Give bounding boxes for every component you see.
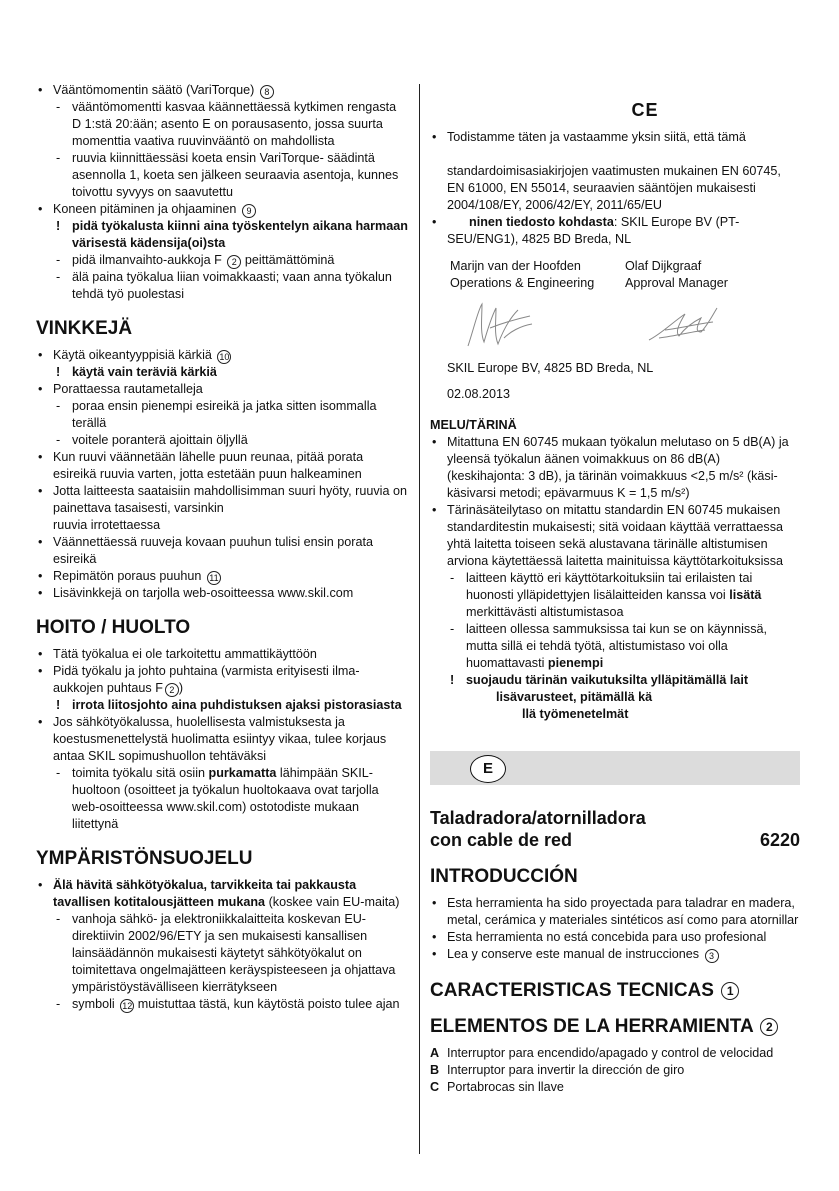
list-subitem: - poraa ensin pienempi esireikä ja jatka sitten isommalla terällä — [36, 398, 408, 432]
list-item: • Käytä oikeantyyppisiä kärkiä 10 — [36, 347, 408, 364]
list-subitem: - pidä ilmanvaihto-aukkoja F 2 peittämättöminä — [36, 252, 408, 269]
list-subitem: - toimita työkalu sitä osiin purkamatta lähimpään SKIL-huoltoon (osoitteet ja työkalun huoltokaava ovat tarjolla web-osoitteessa www.skil.com) ostotodiste mukaan liitettynä — [36, 765, 408, 833]
product-title: Taladradora/atornilladora con cable de red 6220 — [430, 808, 800, 850]
section-title: VINKKEJÄ — [36, 318, 133, 339]
warning-item: ! käytä vain teräviä kärkiä — [36, 364, 408, 381]
section-title: HOITO / HUOLTO — [36, 617, 191, 638]
figure-ref-icon: 2 — [165, 683, 179, 697]
figure-ref-icon: 3 — [705, 949, 719, 963]
list-item: • Pidä työkalu ja johto puhtaina (varmista erityisesti ilma-aukkojen puhtaus F 2 ) — [36, 663, 408, 697]
right-column — [430, 82, 800, 1096]
list-item: • ninen tiedosto kohdasta: SKIL Europe BV (PT-SEU/ENG1), 4825 BD Breda, NL — [430, 214, 800, 248]
list-item: • Älä hävitä sähkötyökalua, tarvikkeita tai pakkausta tavallisen kotitalousjätteen mukana (koskee vain EU-maita) — [36, 877, 408, 911]
signatory-name: Olaf Dijkgraaf — [625, 259, 702, 273]
column-divider — [419, 84, 420, 1154]
list-item: • Repimätön poraus puuhun 11 — [36, 568, 408, 585]
company-address: SKIL Europe BV, 4825 BD Breda, NL — [447, 361, 654, 375]
section-title: MELU/TÄRINÄ — [430, 418, 517, 432]
section-title: CARACTERISTICAS TECNICAS 1 — [430, 979, 800, 1003]
list-item: • Tätä työkalua ei ole tarkoitettu ammattikäyttöön — [36, 646, 408, 663]
list-item: • Jotta laitteesta saataisiin mahdollisimman suuri hyöty, ruuvia on painettava tasaisesti, varsinkin — [36, 483, 408, 517]
warning-item: ! pidä työkalusta kiinni aina työskentelyn aikana harmaan värisestä kädensija(oi)sta — [36, 218, 408, 252]
list-item: • Jos sähkötyökalussa, huolellisesta valmistuksesta ja koestusmenettelystä huolimatta esiintyy vikaa, tulee korjaus antaa SKIL sopimushuollon tehtäväksi — [36, 714, 408, 765]
list-subitem: - ruuvia kiinnittäessäsi koeta ensin VariTorque- säädintä asennolla 1, koeta sen jälkeen seuraavia asentoja, kunnes toivottu syvyys on saavutettu — [36, 150, 408, 201]
list-subitem: - vanhoja sähkö- ja elektroniikkalaitteita koskevan EU-direktiivin 2002/96/ETY ja sen mukaisesti kansallisen lainsäädännön mukaisesti käytetyt sähkötyökalut on toimitettava ongelmajätteen keräyspisteeseen ja ohjattava ympäristöystävälliseen kierrätykseen — [36, 911, 408, 996]
list-item: • Tärinäsäteilytaso on mitattu standardin EN 60745 mukaisen standarditestin mukaisesti; sitä voidaan käyttää verrattaessa yhtä laitetta toiseen sekä alustavana tärinälle altistumisen arviona käytettäessä laitetta mainituissa käyttötarkoituksissa — [430, 502, 800, 570]
list-subitem: - vääntömomentti kasvaa käännettäessä kytkimen rengasta D 1:stä 20:ään; asento E on porausasento, jossa suurta momenttia vaativa ruuvinvääntö on mahdollista — [36, 99, 408, 150]
signatory-role: Approval Manager — [625, 276, 728, 290]
figure-ref-icon: 11 — [207, 571, 221, 585]
list-subitem: - laitteen käyttö eri käyttötarkoituksiin tai erilaisten tai huonosti ylläpidettyjen lisälaitteiden kanssa voi lisätä merkittävästi altistumistasoa — [430, 570, 800, 621]
list-item: • Porattaessa rautametalleja — [36, 381, 408, 398]
declaration-date: 02.08.2013 — [447, 387, 511, 401]
list-item: • Mitattuna EN 60745 mukaan työkalun melutaso on 5 dB(A) ja yleensä työkalun äänen voimakkuus on 86 dB(A) (keskihajonta: 3 dB), ja tärinän voimakkuus <2,5 m/s² (käsi-käsivarsi metodi; epävarmuus K = 1,5 m/s²) — [430, 434, 800, 502]
left-column — [36, 82, 408, 1013]
signature-image — [645, 300, 725, 348]
list-item: • Väännettäessä ruuveja kovaan puuhun tulisi ensin porata esireikä — [36, 534, 408, 568]
section-title: YMPÄRISTÖNSUOJELU — [36, 848, 253, 869]
ce-mark-icon: CE — [631, 100, 659, 120]
warning-item: ! suojaudu tärinän vaikutuksilta ylläpitämällä lait lisävarusteet, pitämällä kä llä työmenetelmät — [430, 672, 800, 723]
section-title: ELEMENTOS DE LA HERRAMIENTA 2 — [430, 1015, 800, 1039]
list-item: • Vääntömomentin säätö (VariTorque) 8 — [36, 82, 408, 99]
signatory-role: Operations & Engineering — [450, 276, 595, 290]
list-subitem: - symboli 12 muistuttaa tästä, kun käytöstä poisto tulee ajan — [36, 996, 408, 1013]
language-bar — [430, 751, 800, 785]
list-item: • Esta herramienta ha sido proyectada para taladrar en madera, metal, cerámica y materiales sintéticos así como para atornillar — [430, 895, 800, 929]
list-subitem: - älä paina työkalua liian voimakkaasti; vaan anna työkalun tehdä työ puolestasi — [36, 269, 408, 303]
list-subitem: - laitteen ollessa sammuksissa tai kun se on käynnissä, mutta sillä ei tehdä työtä, altistumistaso voi olla huomattavasti pienempi — [430, 621, 800, 672]
signatory-name: Marijn van der Hoofden — [450, 259, 581, 273]
component-item: B Interruptor para invertir la dirección de giro — [430, 1063, 685, 1077]
list-item: • Lea y conserve este manual de instrucciones 3 — [430, 946, 800, 963]
model-number: 6220 — [759, 830, 800, 850]
figure-ref-icon: 10 — [219, 352, 230, 362]
figure-ref-icon: 12 — [122, 1001, 133, 1011]
component-item: A Interruptor para encendido/apagado y control de velocidad — [430, 1046, 774, 1060]
figure-ref-icon: 2 — [760, 1018, 778, 1036]
list-subitem: - voitele poranterä ajoittain öljyllä — [36, 432, 408, 449]
figure-ref-icon: 2 — [227, 255, 241, 269]
figure-ref-icon: 1 — [721, 982, 739, 1000]
list-item: • Koneen pitäminen ja ohjaaminen 9 — [36, 201, 408, 218]
language-badge: E — [470, 755, 506, 783]
list-item: • Lisävinkkejä on tarjolla web-osoitteessa www.skil.com — [36, 585, 408, 602]
list-item: • Esta herramienta no está concebida para uso profesional — [430, 929, 800, 946]
component-item: C Portabrocas sin llave — [430, 1080, 564, 1094]
warning-item: ! irrota liitosjohto aina puhdistuksen ajaksi pistorasiasta — [36, 697, 408, 714]
list-item: • Todistamme täten ja vastaamme yksin siitä, että tämä — [430, 129, 800, 146]
signature-image — [460, 298, 540, 354]
signatories — [430, 258, 800, 403]
list-item-continuation: ruuvia irrotettaessa — [53, 518, 161, 532]
declaration-text: standardoimisasiakirjojen vaatimusten mukainen EN 60745, EN 61000, EN 55014, seuraavien sääntöjen mukaisesti 2004/108/EY, 2006/42/EY, 2011/65/EU — [447, 164, 781, 212]
list-item: • Kun ruuvi väännetään lähelle puun reunaa, pitää porata esireikä ruuvia varten, jotta estetään puun halkeaminen — [36, 449, 408, 483]
figure-ref-icon: 9 — [242, 204, 256, 218]
section-title: INTRODUCCIÓN — [430, 866, 578, 887]
figure-ref-icon: 8 — [260, 85, 274, 99]
